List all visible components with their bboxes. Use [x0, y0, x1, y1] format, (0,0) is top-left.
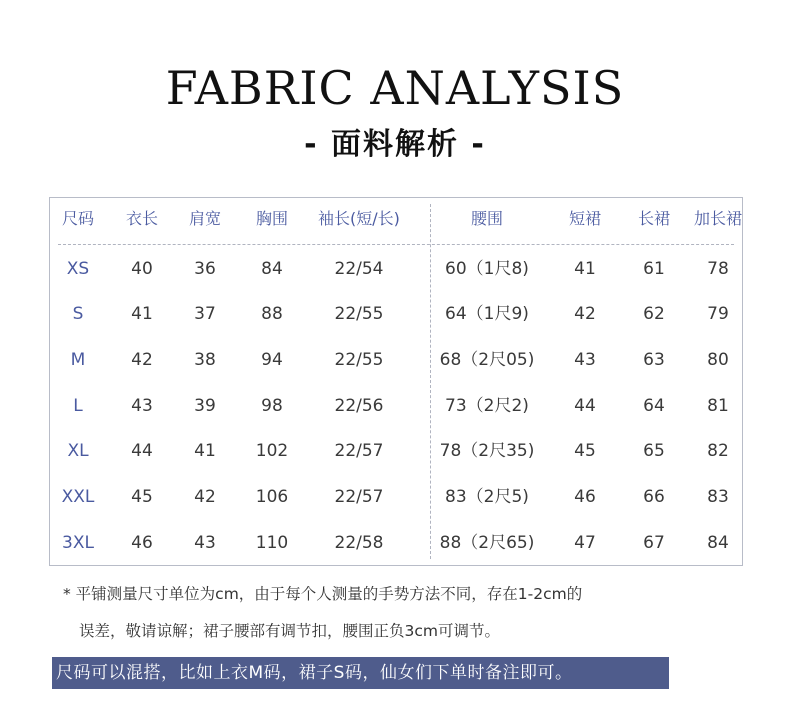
- table-cell: 45: [574, 441, 596, 461]
- column-header: 肩宽: [188, 209, 221, 228]
- table-cell: 82: [707, 441, 729, 461]
- column-header: 腰围: [470, 209, 503, 228]
- table-cell: 46: [131, 533, 153, 553]
- table-cell: 44: [574, 396, 596, 416]
- table-cell: 80: [707, 350, 729, 370]
- table-cell: 61: [643, 259, 665, 279]
- size-table: [49, 197, 743, 566]
- page-title: FABRIC ANALYSIS: [165, 61, 625, 115]
- column-header: 加长裙: [693, 209, 742, 228]
- table-cell: 47: [574, 533, 596, 553]
- table-cell: 63: [643, 350, 665, 370]
- table-cell: 84: [261, 259, 283, 279]
- table-cell: 84: [707, 533, 729, 553]
- table-cell: 38: [194, 350, 216, 370]
- size-label: XS: [66, 259, 90, 279]
- size-label: M: [70, 350, 86, 370]
- table-cell: 46: [574, 487, 596, 507]
- table-cell: 22/57: [334, 441, 384, 461]
- table-cell: 79: [707, 304, 729, 324]
- table-cell: 66: [643, 487, 665, 507]
- table-cell: 43: [574, 350, 596, 370]
- table-cell: 42: [194, 487, 216, 507]
- size-label: S: [72, 304, 84, 324]
- table-cell: 40: [131, 259, 153, 279]
- table-cell: 41: [194, 441, 216, 461]
- table-cell: 37: [194, 304, 216, 324]
- table-cell: 62: [643, 304, 665, 324]
- table-cell: 98: [261, 396, 283, 416]
- size-label: XL: [67, 441, 89, 461]
- table-cell: 22/55: [334, 304, 384, 324]
- table-cell: 22/55: [334, 350, 384, 370]
- table-cell: 67: [643, 533, 665, 553]
- table-cell: 44: [131, 441, 153, 461]
- table-cell: 83（2尺5): [445, 487, 529, 507]
- table-cell: 88（2尺65): [439, 533, 535, 553]
- table-cell: 22/56: [334, 396, 384, 416]
- table-cell: 102: [255, 441, 289, 461]
- table-cell: 42: [131, 350, 153, 370]
- table-cell: 65: [643, 441, 665, 461]
- table-cell: 78（2尺35): [439, 441, 535, 461]
- size-label: L: [73, 396, 83, 416]
- table-cell: 88: [261, 304, 283, 324]
- table-cell: 42: [574, 304, 596, 324]
- header-rule: [58, 244, 734, 245]
- table-cell: 60（1尺8): [445, 259, 529, 279]
- page-subtitle: - 面料解析 -: [304, 127, 486, 162]
- table-cell: 94: [261, 350, 283, 370]
- table-cell: 22/57: [334, 487, 384, 507]
- table-cell: 83: [707, 487, 729, 507]
- table-cell: 106: [255, 487, 289, 507]
- table-cell: 41: [574, 259, 596, 279]
- column-header: 胸围: [255, 209, 288, 228]
- note-line-2: 误差，敬请谅解；裙子腰部有调节扣，腰围正负3cm可调节。: [79, 622, 500, 640]
- column-header: 袖长(短/长): [318, 209, 400, 228]
- table-cell: 81: [707, 396, 729, 416]
- table-cell: 43: [131, 396, 153, 416]
- column-header: 衣长: [125, 209, 158, 228]
- table-cell: 39: [194, 396, 216, 416]
- column-header: 短裙: [568, 209, 601, 228]
- table-cell: 78: [707, 259, 729, 279]
- table-cell: 73（2尺2): [445, 396, 529, 416]
- table-cell: 64: [643, 396, 665, 416]
- note-line-1: * 平铺测量尺寸单位为cm，由于每个人测量的手势方法不同，存在1-2cm的: [63, 585, 583, 603]
- size-label: 3XL: [62, 533, 94, 553]
- size-label: XXL: [61, 487, 95, 507]
- table-cell: 22/58: [334, 533, 384, 553]
- table-cell: 41: [131, 304, 153, 324]
- table-cell: 64（1尺9): [445, 304, 529, 324]
- table-cell: 45: [131, 487, 153, 507]
- column-header: 尺码: [61, 209, 94, 228]
- table-cell: 110: [255, 533, 289, 553]
- column-header: 长裙: [637, 209, 670, 228]
- table-cell: 43: [194, 533, 216, 553]
- mix-match-banner: 尺码可以混搭，比如上衣M码，裙子S码，仙女们下单时备注即可。: [52, 657, 669, 689]
- table-cell: 22/54: [334, 259, 384, 279]
- table-cell: 68（2尺05): [439, 350, 535, 370]
- table-cell: 36: [194, 259, 216, 279]
